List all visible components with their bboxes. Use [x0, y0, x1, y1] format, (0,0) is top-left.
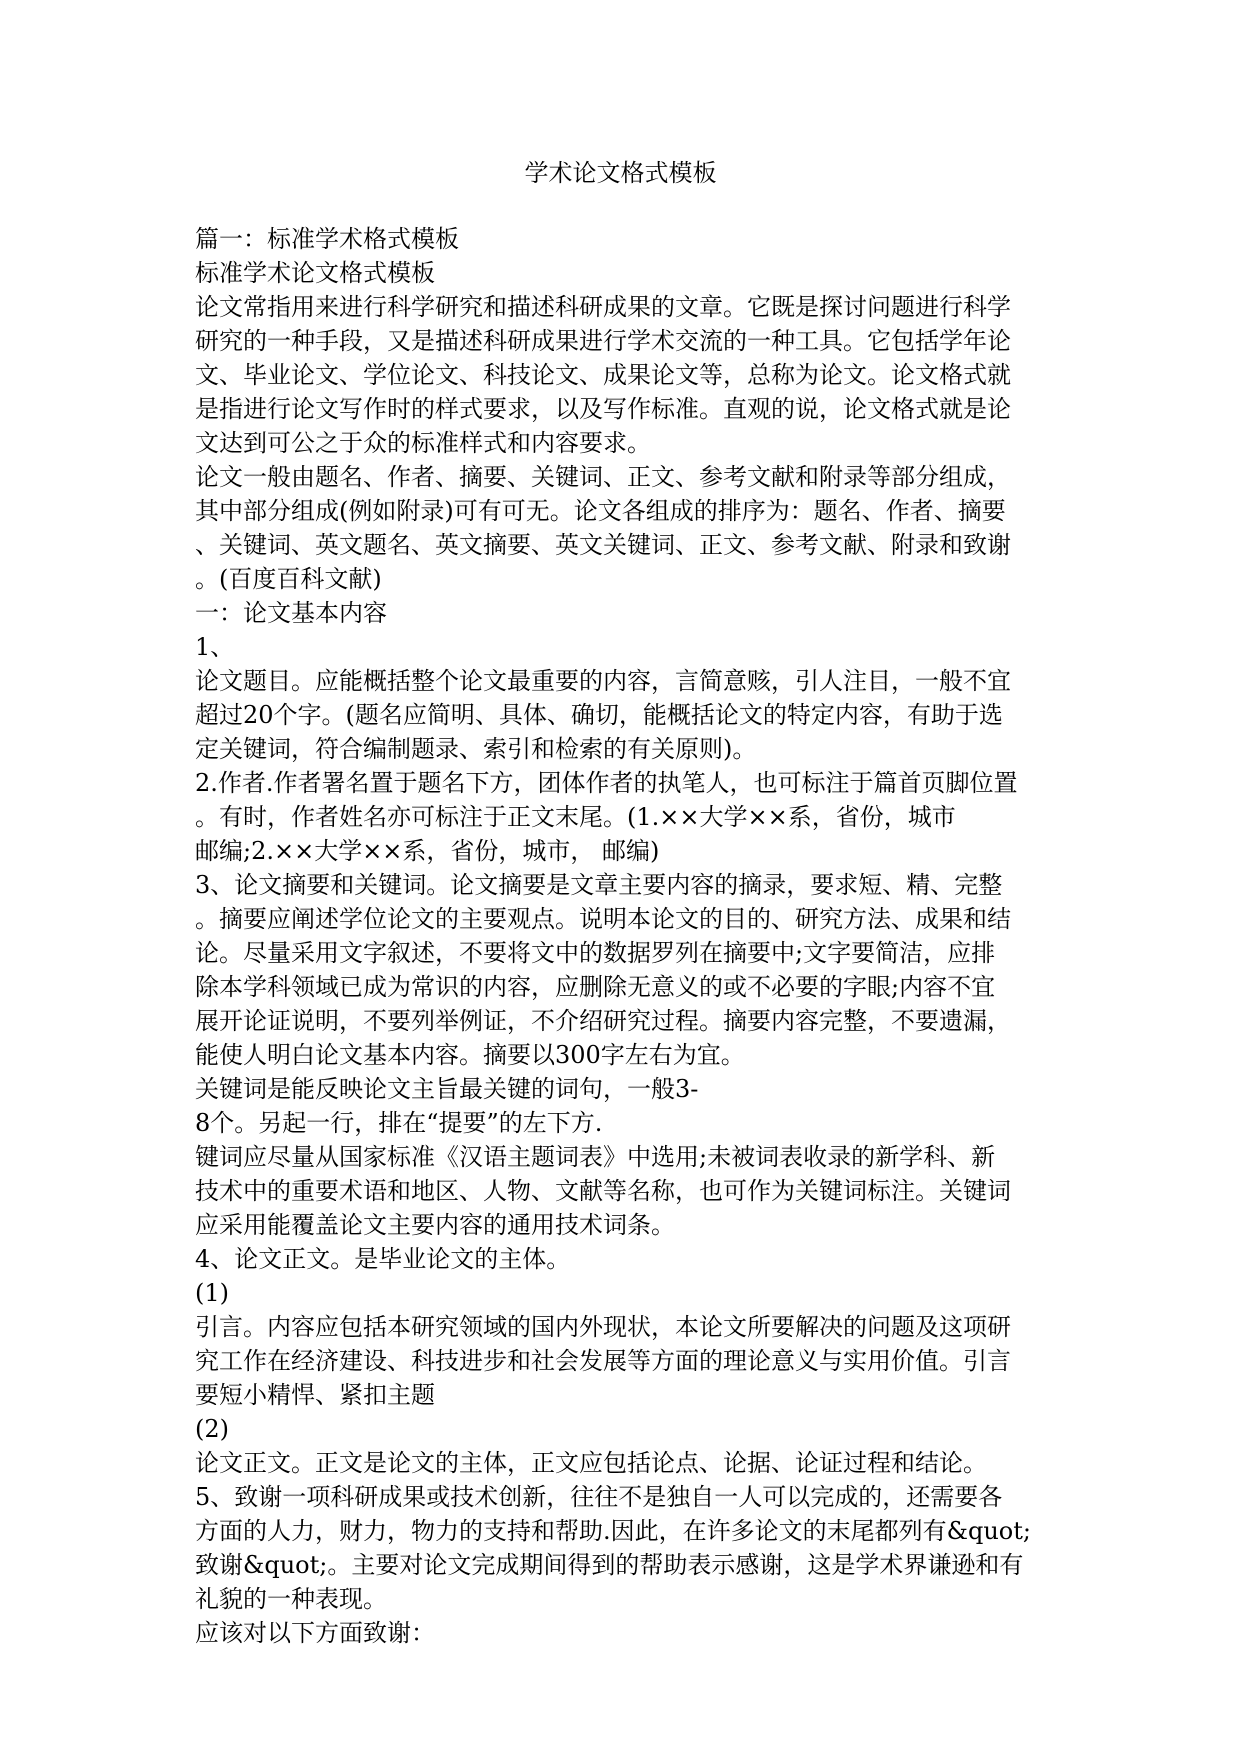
- text-line: 要短小精悍、紧扣主题: [195, 1381, 435, 1409]
- text-line: 标准学术论文格式模板: [195, 259, 435, 287]
- text-line: 关键词是能反映论文主旨最关键的词句，一般3-: [195, 1075, 699, 1103]
- text-line: 论文正文。正文是论文的主体，正文应包括论点、论据、论证过程和结论。: [195, 1449, 987, 1477]
- text-line: 致谢&quot;。主要对论文完成期间得到的帮助表示感谢，这是学术界谦逊和有: [195, 1551, 1024, 1579]
- document-body: [195, 222, 1055, 1650]
- text-line: 论文题目。应能概括整个论文最重要的内容，言简意赅，引人注目，一般不宜: [195, 667, 1011, 695]
- text-line: 礼貌的一种表现。: [195, 1585, 387, 1613]
- text-line: 方面的人力，财力，物力的支持和帮助.因此，在许多论文的末尾都列有&quot;: [195, 1517, 1031, 1545]
- text-line: 、关键词、英文题名、英文摘要、英文关键词、正文、参考文献、附录和致谢: [195, 531, 1011, 559]
- text-line: 究工作在经济建设、科技进步和社会发展等方面的理论意义与实用价值。引言: [195, 1347, 1011, 1375]
- text-line: 篇一：标准学术格式模板: [195, 225, 459, 253]
- text-line: 论文常指用来进行科学研究和描述科研成果的文章。它既是探讨问题进行科学: [195, 293, 1011, 321]
- text-line: 1、: [195, 633, 235, 661]
- text-line: 定关键词，符合编制题录、索引和检索的有关原则)。: [195, 735, 757, 763]
- text-line: 研究的一种手段，又是描述科研成果进行学术交流的一种工具。它包括学年论: [195, 327, 1011, 355]
- text-line: 能使人明白论文基本内容。摘要以300字左右为宜。: [195, 1041, 745, 1069]
- text-line: 展开论证说明，不要列举例证，不介绍研究过程。摘要内容完整，不要遗漏，: [195, 1007, 1011, 1035]
- text-line: 一：论文基本内容: [195, 599, 387, 627]
- text-line: 5、致谢一项科研成果或技术创新，往往不是独自一人可以完成的，还需要各: [195, 1483, 1003, 1511]
- text-line: 引言。内容应包括本研究领域的国内外现状，本论文所要解决的问题及这项研: [195, 1313, 1011, 1341]
- text-line: 。(百度百科文献): [195, 565, 382, 593]
- text-line: 论。尽量采用文字叙述，不要将文中的数据罗列在摘要中;文字要简洁，应排: [195, 939, 996, 967]
- text-line: 键词应尽量从国家标准《汉语主题词表》中选用;未被词表收录的新学科、新: [195, 1143, 996, 1171]
- text-line: 除本学科领域已成为常识的内容，应删除无意义的或不必要的字眼;内容不宜: [195, 973, 996, 1001]
- text-line: (2): [195, 1415, 229, 1443]
- text-line: 应采用能覆盖论文主要内容的通用技术词条。: [195, 1211, 675, 1239]
- text-line: 技术中的重要术语和地区、人物、文献等名称，也可作为关键词标注。关键词: [195, 1177, 1011, 1205]
- text-line: (1): [195, 1279, 229, 1307]
- text-line: 。摘要应阐述学位论文的主要观点。说明本论文的目的、研究方法、成果和结: [195, 905, 1011, 933]
- document-title: 学术论文格式模板: [524, 159, 717, 187]
- text-line: 是指进行论文写作时的样式要求，以及写作标准。直观的说，论文格式就是论: [195, 395, 1011, 423]
- text-line: 4、论文正文。是毕业论文的主体。: [195, 1245, 571, 1273]
- text-line: 3、论文摘要和关键词。论文摘要是文章主要内容的摘录，要求短、精、完整: [195, 871, 1003, 899]
- text-line: 其中部分组成(例如附录)可有可无。论文各组成的排序为：题名、作者、摘要: [195, 497, 1006, 525]
- text-line: 论文一般由题名、作者、摘要、关键词、正文、参考文献和附录等部分组成，: [195, 463, 1011, 491]
- text-line: 邮编;2.××大学××系，省份，城市， 邮编): [195, 837, 660, 865]
- text-line: 2.作者.作者署名置于题名下方，团体作者的执笔人，也可标注于篇首页脚位置: [195, 769, 1018, 797]
- text-line: 文、毕业论文、学位论文、科技论文、成果论文等，总称为论文。论文格式就: [195, 361, 1011, 389]
- text-line: 8个。另起一行，排在“提要”的左下方.: [195, 1109, 603, 1137]
- text-line: 应该对以下方面致谢：: [195, 1619, 435, 1647]
- text-line: 。有时，作者姓名亦可标注于正文末尾。(1.××大学××系，省份，城市: [195, 803, 956, 831]
- text-line: 文达到可公之于众的标准样式和内容要求。: [195, 429, 651, 457]
- text-line: 超过20个字。(题名应简明、具体、确切，能概括论文的特定内容，有助于选: [195, 701, 1003, 729]
